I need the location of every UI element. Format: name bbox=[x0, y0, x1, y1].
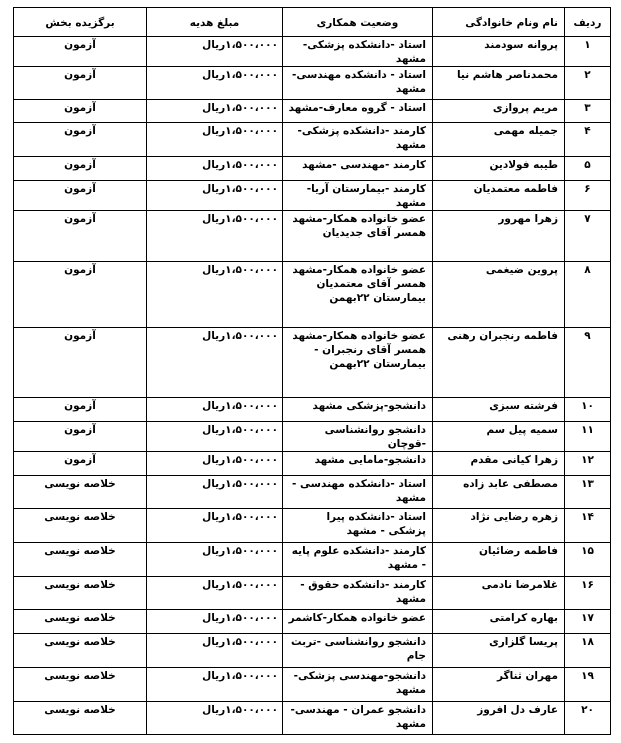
row-number-cell: ۷ bbox=[565, 211, 611, 262]
full-name-cell: غلامرضا نادمی bbox=[433, 577, 565, 610]
selected-section-cell: آزمون bbox=[14, 123, 147, 157]
amount-cell: ۱،۵۰۰،۰۰۰ریال bbox=[147, 702, 283, 735]
row-number-cell: ۱۱ bbox=[565, 422, 611, 452]
status-cell: دانشجو روانشناسی -تربت جام bbox=[283, 634, 433, 668]
selected-section-cell: خلاصه نویسی bbox=[14, 543, 147, 577]
row-number-cell: ۳ bbox=[565, 100, 611, 123]
amount-cell: ۱،۵۰۰،۰۰۰ریال bbox=[147, 509, 283, 543]
status-cell: عضو خانواده همکار-کاشمر bbox=[283, 610, 433, 634]
status-cell: استاد -دانشکده پزشکی-مشهد bbox=[283, 37, 433, 67]
full-name-cell: سمیه پیل سم bbox=[433, 422, 565, 452]
row-number-cell: ۱۶ bbox=[565, 577, 611, 610]
table-row bbox=[14, 211, 611, 262]
row-number-cell: ۱ bbox=[565, 37, 611, 67]
full-name-cell: زهره رضایی نژاد bbox=[433, 509, 565, 543]
row-number-cell: ۱۴ bbox=[565, 509, 611, 543]
amount-cell: ۱،۵۰۰،۰۰۰ریال bbox=[147, 543, 283, 577]
amount-cell: ۱،۵۰۰،۰۰۰ریال bbox=[147, 37, 283, 67]
row-number-cell: ۱۲ bbox=[565, 452, 611, 476]
amount-cell: ۱،۵۰۰،۰۰۰ریال bbox=[147, 634, 283, 668]
amount-cell: ۱،۵۰۰،۰۰۰ریال bbox=[147, 422, 283, 452]
row-number-cell: ۶ bbox=[565, 181, 611, 211]
status-cell: استاد - گروه معارف-مشهد bbox=[283, 100, 433, 123]
selected-section-cell: خلاصه نویسی bbox=[14, 476, 147, 509]
selected-section-cell: خلاصه نویسی bbox=[14, 702, 147, 735]
status-cell: دانشجو روانشناسی -قوچان bbox=[283, 422, 433, 452]
table-row bbox=[14, 157, 611, 181]
amount-cell: ۱،۵۰۰،۰۰۰ریال bbox=[147, 476, 283, 509]
amount-cell: ۱،۵۰۰،۰۰۰ریال bbox=[147, 398, 283, 422]
row-number-cell: ۱۵ bbox=[565, 543, 611, 577]
full-name-cell: فاطمه معتمدیان bbox=[433, 181, 565, 211]
selected-section-cell: آزمون bbox=[14, 262, 147, 328]
amount-cell: ۱،۵۰۰،۰۰۰ریال bbox=[147, 577, 283, 610]
row-number-cell: ۱۸ bbox=[565, 634, 611, 668]
status-cell: استاد - دانشکده مهندسی- مشهد bbox=[283, 67, 433, 100]
table-row bbox=[14, 181, 611, 211]
amount-cell: ۱،۵۰۰،۰۰۰ریال bbox=[147, 181, 283, 211]
table-row bbox=[14, 577, 611, 610]
status-cell: کارمند -مهندسی -مشهد bbox=[283, 157, 433, 181]
status-cell: عضو خانواده همکار-مشهد همسر آقای رنجبران - بیمارستان ۲۲بهمن bbox=[283, 328, 433, 398]
status-cell: دانشجو-مامایی مشهد bbox=[283, 452, 433, 476]
table-row bbox=[14, 476, 611, 509]
status-cell: کارمند -دانشکده علوم پایه - مشهد bbox=[283, 543, 433, 577]
full-name-cell: پروانه سودمند bbox=[433, 37, 565, 67]
header-full-name: نام ونام خانوادگی bbox=[433, 8, 565, 37]
full-name-cell: طیبه فولادین bbox=[433, 157, 565, 181]
table-row bbox=[14, 398, 611, 422]
table-row bbox=[14, 610, 611, 634]
status-cell: کارمند -دانشکده حقوق - مشهد bbox=[283, 577, 433, 610]
table-row bbox=[14, 422, 611, 452]
full-name-cell: زهرا کیانی مقدم bbox=[433, 452, 565, 476]
header-row bbox=[14, 8, 611, 37]
row-number-cell: ۱۳ bbox=[565, 476, 611, 509]
full-name-cell: زهرا مهرور bbox=[433, 211, 565, 262]
table-row bbox=[14, 37, 611, 67]
selected-section-cell: خلاصه نویسی bbox=[14, 634, 147, 668]
status-cell: دانشجو-مهندسی پزشکی- مشهد bbox=[283, 668, 433, 702]
full-name-cell: بهاره کرامتی bbox=[433, 610, 565, 634]
full-name-cell: پریسا گلزاری bbox=[433, 634, 565, 668]
row-number-cell: ۱۹ bbox=[565, 668, 611, 702]
header-selected-section: برگزیده بخش bbox=[14, 8, 147, 37]
amount-cell: ۱،۵۰۰،۰۰۰ریال bbox=[147, 262, 283, 328]
full-name-cell: فاطمه رنجبران رهنی bbox=[433, 328, 565, 398]
selected-section-cell: آزمون bbox=[14, 181, 147, 211]
status-cell: کارمند -بیمارستان آریا-مشهد bbox=[283, 181, 433, 211]
full-name-cell: پروین ضیغمی bbox=[433, 262, 565, 328]
status-cell: دانشجو-پزشکی مشهد bbox=[283, 398, 433, 422]
full-name-cell: محمدناصر هاشم نیا bbox=[433, 67, 565, 100]
table-row bbox=[14, 452, 611, 476]
selected-section-cell: آزمون bbox=[14, 328, 147, 398]
amount-cell: ۱،۵۰۰،۰۰۰ریال bbox=[147, 123, 283, 157]
full-name-cell: مهران ثناگر bbox=[433, 668, 565, 702]
selected-section-cell: آزمون bbox=[14, 211, 147, 262]
selected-section-cell: آزمون bbox=[14, 100, 147, 123]
full-name-cell: مصطفی عابد زاده bbox=[433, 476, 565, 509]
table-row bbox=[14, 100, 611, 123]
status-cell: کارمند -دانشکده پزشکی- مشهد bbox=[283, 123, 433, 157]
selected-section-cell: خلاصه نویسی bbox=[14, 668, 147, 702]
status-cell: عضو خانواده همکار-مشهد همسر آقای معتمدیان بیمارستان ۲۲بهمن bbox=[283, 262, 433, 328]
full-name-cell: مریم پروازی bbox=[433, 100, 565, 123]
selected-section-cell: آزمون bbox=[14, 37, 147, 67]
selected-section-cell: آزمون bbox=[14, 452, 147, 476]
status-cell: دانشجو عمران - مهندسی- مشهد bbox=[283, 702, 433, 735]
amount-cell: ۱،۵۰۰،۰۰۰ریال bbox=[147, 668, 283, 702]
selected-section-cell: آزمون bbox=[14, 157, 147, 181]
table-row bbox=[14, 668, 611, 702]
full-name-cell: عارف دل افروز bbox=[433, 702, 565, 735]
row-number-cell: ۹ bbox=[565, 328, 611, 398]
amount-cell: ۱،۵۰۰،۰۰۰ریال bbox=[147, 452, 283, 476]
row-number-cell: ۱۰ bbox=[565, 398, 611, 422]
awards-table bbox=[13, 7, 611, 735]
table-row bbox=[14, 702, 611, 735]
amount-cell: ۱،۵۰۰،۰۰۰ریال bbox=[147, 610, 283, 634]
header-amount: مبلغ هدیه bbox=[147, 8, 283, 37]
table-row bbox=[14, 543, 611, 577]
table-row bbox=[14, 123, 611, 157]
table-row bbox=[14, 634, 611, 668]
full-name-cell: جمیله مهمی bbox=[433, 123, 565, 157]
selected-section-cell: خلاصه نویسی bbox=[14, 577, 147, 610]
table-row bbox=[14, 328, 611, 398]
amount-cell: ۱،۵۰۰،۰۰۰ریال bbox=[147, 328, 283, 398]
amount-cell: ۱،۵۰۰،۰۰۰ریال bbox=[147, 100, 283, 123]
selected-section-cell: خلاصه نویسی bbox=[14, 509, 147, 543]
table-row bbox=[14, 262, 611, 328]
row-number-cell: ۴ bbox=[565, 123, 611, 157]
table-row bbox=[14, 509, 611, 543]
status-cell: عضو خانواده همکار-مشهد همسر آقای جدیدیان bbox=[283, 211, 433, 262]
selected-section-cell: آزمون bbox=[14, 67, 147, 100]
row-number-cell: ۸ bbox=[565, 262, 611, 328]
full-name-cell: فرشته سبزی bbox=[433, 398, 565, 422]
amount-cell: ۱،۵۰۰،۰۰۰ریال bbox=[147, 157, 283, 181]
table-row bbox=[14, 67, 611, 100]
status-cell: استاد -دانشکده پیرا پزشکی - مشهد bbox=[283, 509, 433, 543]
row-number-cell: ۱۷ bbox=[565, 610, 611, 634]
status-cell: استاد -دانشکده مهندسی - مشهد bbox=[283, 476, 433, 509]
row-number-cell: ۲۰ bbox=[565, 702, 611, 735]
selected-section-cell: آزمون bbox=[14, 422, 147, 452]
amount-cell: ۱،۵۰۰،۰۰۰ریال bbox=[147, 67, 283, 100]
table-body bbox=[14, 37, 611, 735]
header-status: وضعیت همکاری bbox=[283, 8, 433, 37]
selected-section-cell: آزمون bbox=[14, 398, 147, 422]
full-name-cell: فاطمه رضائیان bbox=[433, 543, 565, 577]
amount-cell: ۱،۵۰۰،۰۰۰ریال bbox=[147, 211, 283, 262]
header-row-number: ردیف bbox=[565, 8, 611, 37]
selected-section-cell: خلاصه نویسی bbox=[14, 610, 147, 634]
row-number-cell: ۵ bbox=[565, 157, 611, 181]
row-number-cell: ۲ bbox=[565, 67, 611, 100]
